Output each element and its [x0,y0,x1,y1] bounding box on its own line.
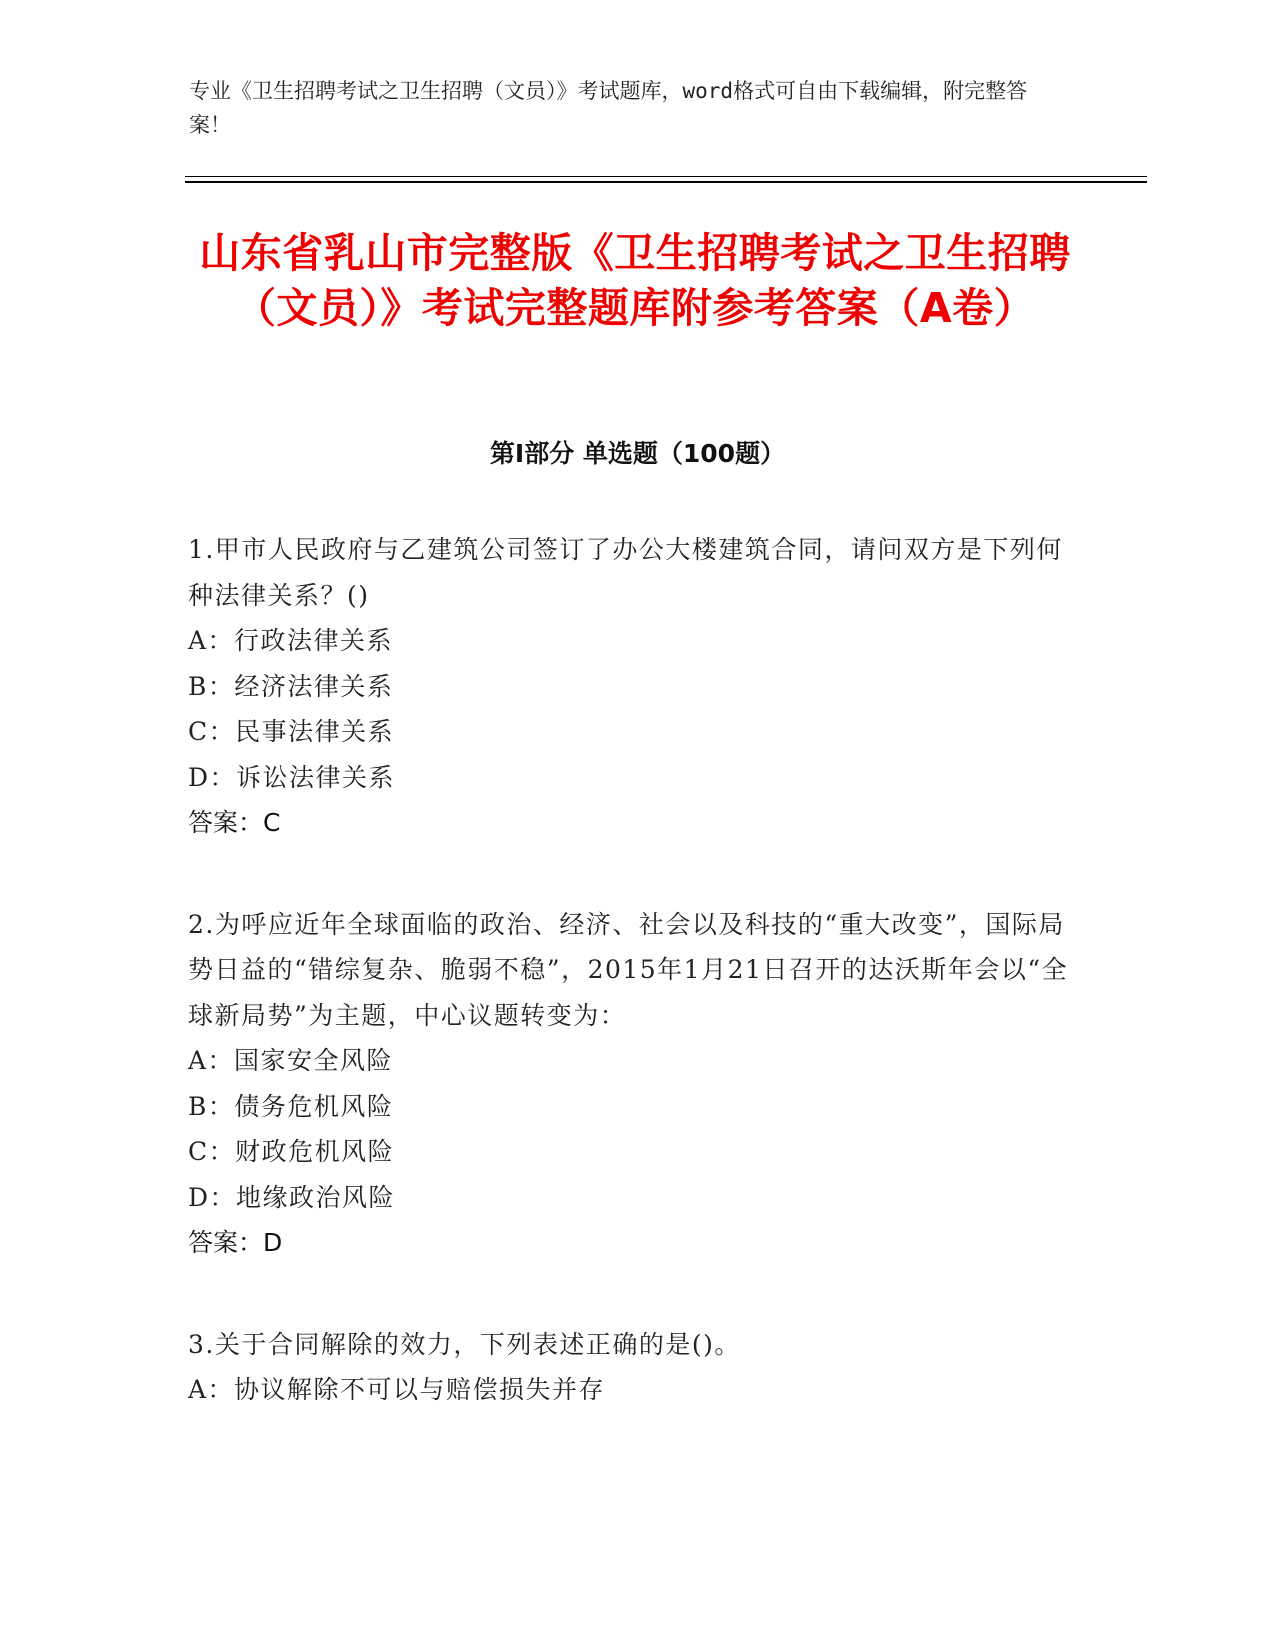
header-divider-bottom [185,181,1147,183]
option-a: A：协议解除不可以与赔偿损失并存 [188,1375,606,1404]
option-b: B：经济法律关系 [188,671,394,701]
option-c: C：财政危机风险 [188,1137,395,1166]
option-a: A：行政法律关系 [188,626,394,655]
option-list [188,1038,1088,1220]
answer-label: 答案：C [188,808,281,837]
option-list [188,1367,1088,1413]
document-title: 山东省乳山市完整版《卫生招聘考试之卫生招聘（文员）》考试完整题库附参考答案（A卷） [199,229,1071,332]
question-stem: 2.为呼应近年全球面临的政治、经济、社会以及科技的“重大改变”，国际局势日益的“错综复杂、脆弱不稳”，2015年1月21日召开的达沃斯年会以“全球新局势”为主题，中心议题转变为： [188,909,1069,1030]
question-list [188,527,1088,1469]
question-stem: 3.关于合同解除的效力，下列表述正确的是()。 [188,1329,741,1359]
option-a: A：国家安全风险 [188,1046,394,1075]
question-1 [188,527,1088,846]
option-b: B：债务危机风险 [188,1091,394,1121]
answer-label: 答案：D [188,1228,283,1257]
header-divider-top [185,176,1147,177]
section-heading: 第Ⅰ部分 单选题（100题） [489,439,786,468]
header-note: 专业《卫生招聘考试之卫生招聘（文员）》考试题库，word格式可自由下载编辑，附完整答案！ [189,79,1028,137]
option-list [188,618,1088,800]
question-stem: 1.甲市人民政府与乙建筑公司签订了办公大楼建筑合同，请问双方是下列何种法律关系？() [188,535,1063,610]
question-2 [188,902,1088,1266]
question-3 [188,1322,1088,1413]
option-d: D：地缘政治风险 [188,1182,396,1212]
option-c: C：民事法律关系 [188,717,395,746]
option-d: D：诉讼法律关系 [188,762,396,792]
